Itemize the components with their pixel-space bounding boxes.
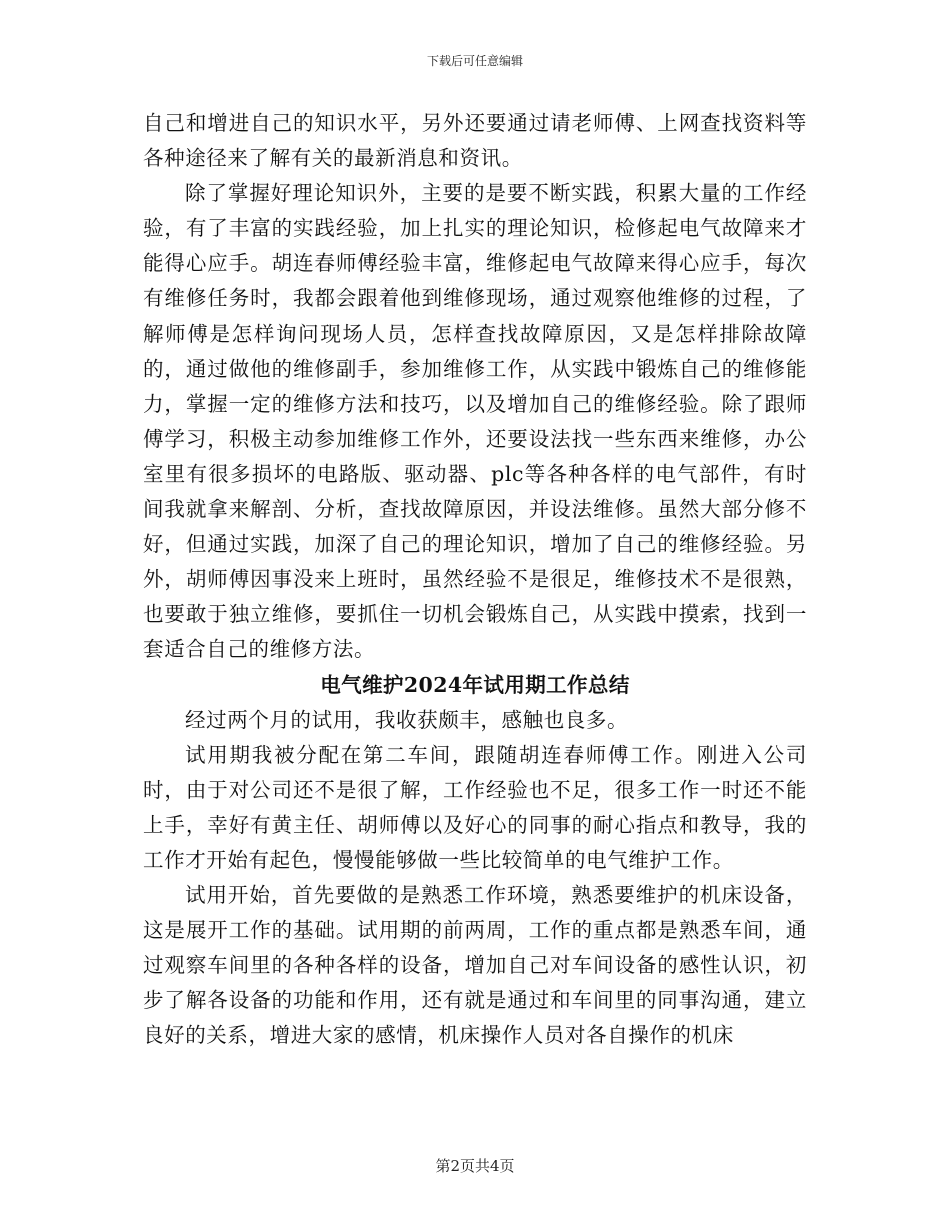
paragraph-5: 试用开始，首先要做的是熟悉工作环境，熟悉要维护的机床设备，这是展开工作的基础。试用期的前两周，工作的重点都是熟悉车间，通过观察车间里的各种各样的设备，增加自己对车间设备的感性认识，初步了解各设备的功能和作用，还有就是通过和车间里的同事沟通，建立良好的关系，增进大家的感情，机床操作人员对各自操作的机床: [143, 883, 807, 1048]
page-header: 下载后可任意编辑: [426, 54, 523, 68]
page-footer: 第2页共4页: [435, 1157, 515, 1175]
document-body: [143, 106, 807, 1054]
paragraph-3: 经过两个月的试用，我收获颇丰，感触也良多。: [185, 707, 629, 732]
paragraph-2: 除了掌握好理论知识外，主要的是要不断实践，积累大量的工作经验，有了丰富的实践经验，加上扎实的理论知识，检修起电气故障来才能得心应手。胡连春师傅经验丰富，维修起电气故障来得心应手，每次有维修任务时，我都会跟着他到维修现场，通过观察他维修的过程，了解师傅是怎样询问现场人员，怎样查找故障原因，又是怎样排除故障的，通过做他的维修副手，参加维修工作，从实践中锻炼自己的维修能力，掌握一定的维修方法和技巧，以及增加自己的维修经验。除了跟师傅学习，积极主动参加维修工作外，还要设法找一些东西来维修，办公室里有很多损坏的电路版、驱动器、plc等各种各样的电气部件，有时间我就拿来解剖、分析，查找故障原因，并设法维修。虽然大部分修不好，但通过实践，加深了自己的理论知识，增加了自己的维修经验。另外，胡师傅因事没来上班时，虽然经验不是很足，维修技术不是很熟，也要敢于独立维修，要抓住一切机会锻炼自己，从实践中摸索，找到一套适合自己的维修方法。: [143, 181, 807, 662]
paragraph-4: 试用期我被分配在第二车间，跟随胡连春师傅工作。刚进入公司时，由于对公司还不是很了解，工作经验也不足，很多工作一时还不能上手，幸好有黄主任、胡师傅以及好心的同事的耐心指点和教导，我的工作才开始有起色，慢慢能够做一些比较简单的电气维护工作。: [143, 742, 807, 872]
paragraph-1: 自己和增进自己的知识水平，另外还要通过请老师傅、上网查找资料等各种途径来了解有关的最新消息和资讯。: [143, 111, 807, 171]
section-title: 电气维护2024年试用期工作总结: [320, 672, 630, 697]
